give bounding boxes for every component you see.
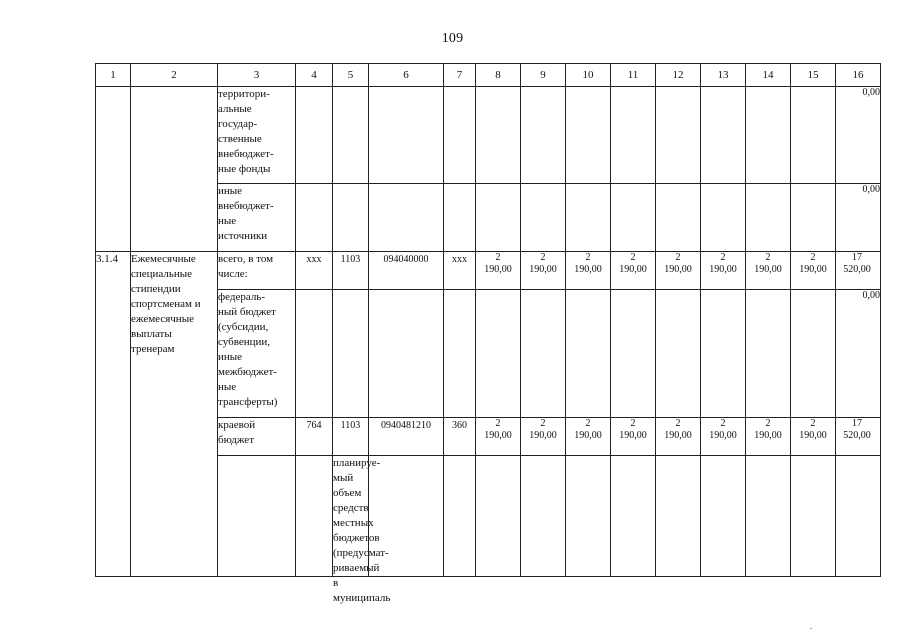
value-cell: 2 190,00	[791, 252, 836, 290]
code-c6: 0940481210	[369, 418, 444, 456]
value-cell: 2 190,00	[701, 418, 746, 456]
row-total: 0,00	[836, 290, 881, 418]
row-label: иные внебюджет- ные источники	[218, 184, 296, 252]
row-label: планируе- мый объем средств местных бюджетов (предусмат- риваемый в муниципаль	[333, 457, 391, 604]
value-cell: 2 190,00	[656, 418, 701, 456]
code-c7: ххх	[444, 252, 476, 290]
cell-empty	[218, 456, 296, 577]
code-c5: 1103	[333, 418, 369, 456]
cell-empty	[96, 87, 131, 252]
col-header-13: 13	[701, 64, 746, 87]
cell-empty	[131, 87, 218, 252]
header-row	[96, 64, 881, 87]
cell-empty	[296, 456, 333, 577]
col-header-10: 10	[566, 64, 611, 87]
row-label: всего, в том числе:	[218, 252, 296, 290]
item-name: Ежемесячные специальные стипендии спортсменам и ежемесячные выплаты тренерам	[131, 252, 218, 577]
col-header-9: 9	[521, 64, 566, 87]
code-c6: 094040000	[369, 252, 444, 290]
col-header-3: 3	[218, 64, 296, 87]
value-cell: 2 190,00	[476, 418, 521, 456]
value-cell: 2 190,00	[566, 418, 611, 456]
col-header-12: 12	[656, 64, 701, 87]
value-cell: 2 190,00	[521, 252, 566, 290]
value-cell: 2 190,00	[656, 252, 701, 290]
col-header-1: 1	[96, 64, 131, 87]
page-number: 109	[441, 31, 464, 46]
value-cell: 2 190,00	[521, 418, 566, 456]
value-cell: 2 190,00	[611, 418, 656, 456]
col-header-6: 6	[369, 64, 444, 87]
row-total: 17 520,00	[836, 418, 881, 456]
col-header-2: 2	[131, 64, 218, 87]
col-header-7: 7	[444, 64, 476, 87]
col-header-16: 16	[836, 64, 881, 87]
item-number: 3.1.4	[96, 252, 131, 577]
col-header-5: 5	[333, 64, 369, 87]
row-total: 0,00	[836, 184, 881, 252]
value-cell: 2 190,00	[746, 252, 791, 290]
value-cell: 2 190,00	[746, 418, 791, 456]
code-c4: 764	[296, 418, 333, 456]
value-cell: 2 190,00	[701, 252, 746, 290]
row-total: 0,00	[836, 87, 881, 184]
col-header-4: 4	[296, 64, 333, 87]
code-c7: 360	[444, 418, 476, 456]
table-row-total-all	[96, 252, 881, 290]
col-header-8: 8	[476, 64, 521, 87]
code-c4: ххх	[296, 252, 333, 290]
table-row-territorial-funds	[96, 87, 881, 184]
value-cell: 2 190,00	[476, 252, 521, 290]
scan-speck	[810, 628, 812, 629]
value-cell: 2 190,00	[791, 418, 836, 456]
row-total: 17 520,00	[836, 252, 881, 290]
row-label: территори- альные государ- ственные внебюджет- ные фонды	[218, 87, 296, 184]
value-cell: 2 190,00	[566, 252, 611, 290]
row-label: федераль- ный бюджет (субсидии, субвенции, иные межбюджет- ные трансферты)	[218, 290, 296, 418]
col-header-14: 14	[746, 64, 791, 87]
col-header-15: 15	[791, 64, 836, 87]
row-label: краевой бюджет	[218, 418, 296, 456]
budget-table	[95, 63, 881, 604]
code-c5: 1103	[333, 252, 369, 290]
value-cell: 2 190,00	[611, 252, 656, 290]
col-header-11: 11	[611, 64, 656, 87]
